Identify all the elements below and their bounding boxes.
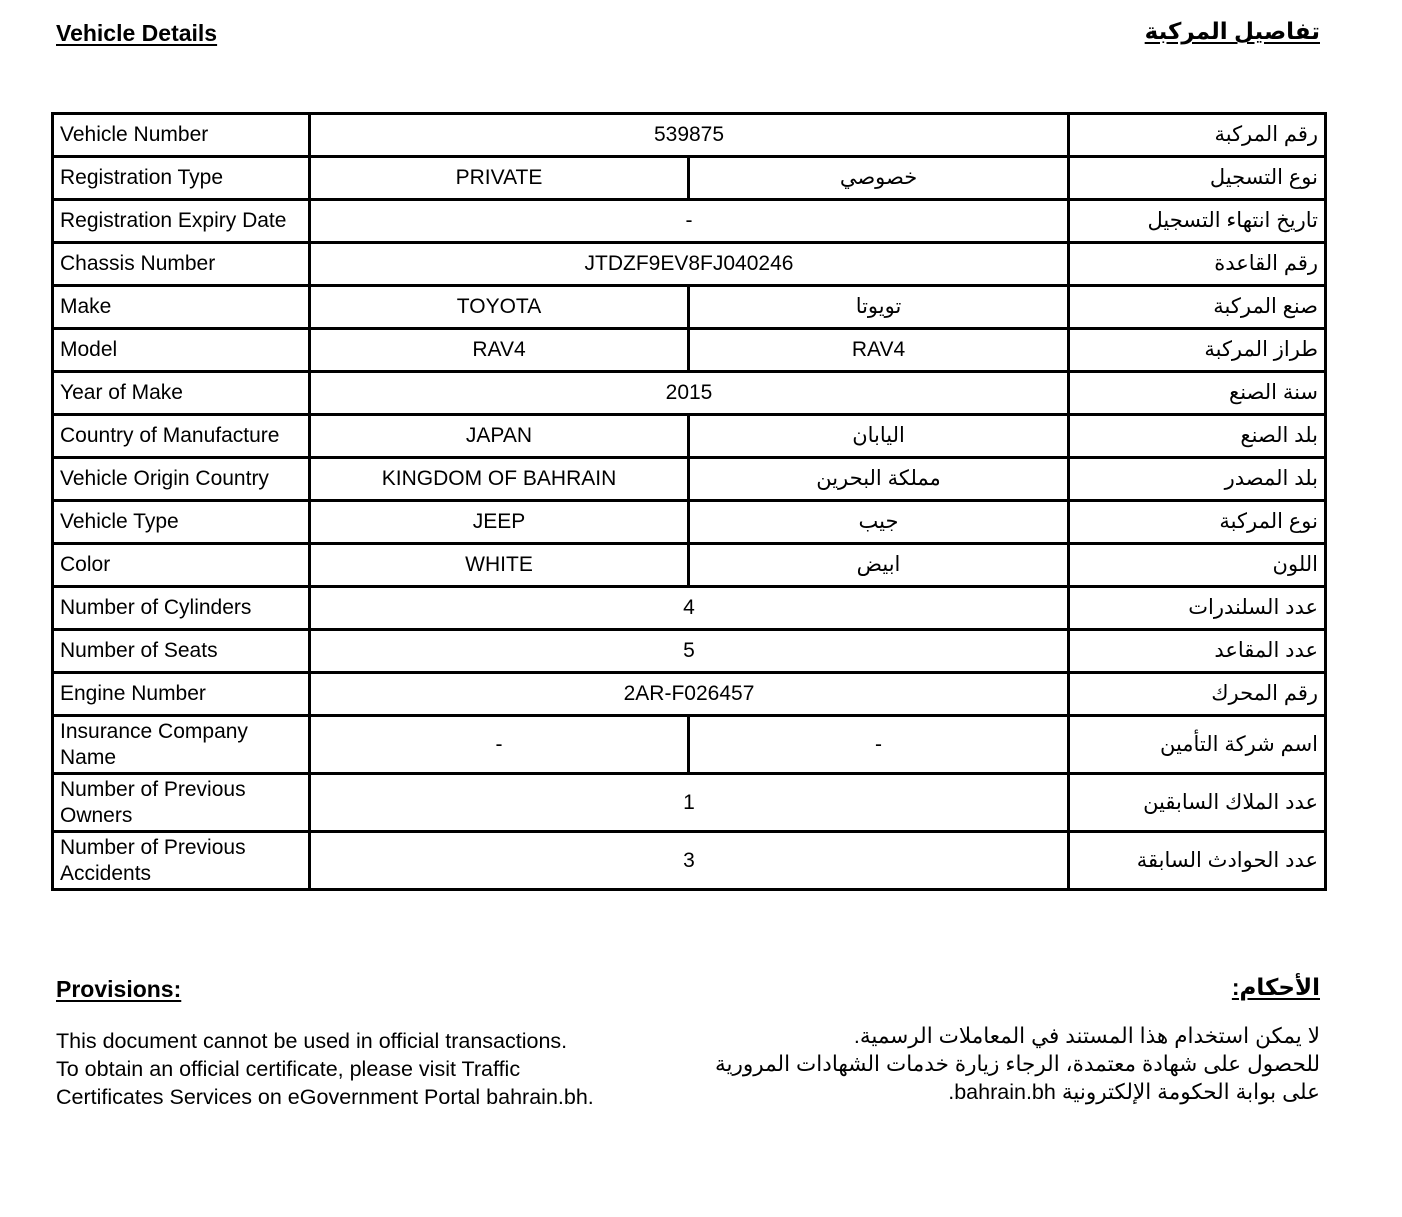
registration-type-value-arabic: خصوصي [689, 157, 1069, 200]
model-value-arabic: RAV4 [689, 329, 1069, 372]
table-row [53, 329, 1326, 372]
color-value-arabic: ابيض [689, 544, 1069, 587]
row-label-model: Model [53, 329, 310, 372]
provisions-text-arabic [680, 1022, 1320, 1106]
previous-accidents-value: 3 [310, 832, 1069, 890]
row-label-make: Make [53, 286, 310, 329]
row-label-previous-owners: Number of Previous Owners [53, 774, 310, 832]
previous-owners-value: 1 [310, 774, 1069, 832]
table-row [53, 587, 1326, 630]
provisions-title: Provisions: [56, 976, 182, 1002]
table-row [53, 673, 1326, 716]
row-label-number-of-seats: Number of Seats [53, 630, 310, 673]
table-row [53, 372, 1326, 415]
provisions-line-arabic: للحصول على شهادة معتمدة، الرجاء زيارة خدمات الشهادات المرورية [714, 1052, 1320, 1076]
chassis-number-value: JTDZF9EV8FJ040246 [310, 243, 1069, 286]
provisions-text [56, 1027, 696, 1111]
vehicle-type-value: JEEP [310, 501, 689, 544]
insurance-company-value-arabic: - [689, 716, 1069, 774]
row-label-vehicle-origin-country-arabic: بلد المصدر [1069, 458, 1326, 501]
row-label-color: Color [53, 544, 310, 587]
row-label-vehicle-origin-country: Vehicle Origin Country [53, 458, 310, 501]
table-row [53, 200, 1326, 243]
table-row [53, 157, 1326, 200]
row-label-previous-owners-arabic: عدد الملاك السابقين [1069, 774, 1326, 832]
registration-type-value: PRIVATE [310, 157, 689, 200]
row-label-previous-accidents-arabic: عدد الحوادث السابقة [1069, 832, 1326, 890]
number-of-cylinders-value: 4 [310, 587, 1069, 630]
vehicle-details-table [51, 112, 1327, 891]
vehicle-type-value-arabic: جيب [689, 501, 1069, 544]
row-label-engine-number: Engine Number [53, 673, 310, 716]
row-label-number-of-seats-arabic: عدد المقاعد [1069, 630, 1326, 673]
row-label-registration-expiry-arabic: تاريخ انتهاء التسجيل [1069, 200, 1326, 243]
provisions-line-arabic: على بوابة الحكومة الإلكترونية bahrain.bh. [948, 1080, 1320, 1104]
row-label-vehicle-number: Vehicle Number [53, 114, 310, 157]
table-row [53, 544, 1326, 587]
row-label-vehicle-number-arabic: رقم المركبة [1069, 114, 1326, 157]
row-label-chassis-number: Chassis Number [53, 243, 310, 286]
vehicle-details-title-arabic: تفاصيل المركبة [1144, 18, 1320, 44]
row-label-registration-expiry: Registration Expiry Date [53, 200, 310, 243]
country-of-manufacture-value-arabic: اليابان [689, 415, 1069, 458]
row-label-registration-type: Registration Type [53, 157, 310, 200]
row-label-year-of-make: Year of Make [53, 372, 310, 415]
provisions-line: Certificates Services on eGovernment Portal bahrain.bh. [56, 1085, 594, 1109]
row-label-previous-accidents: Number of Previous Accidents [53, 832, 310, 890]
table-row [53, 774, 1326, 832]
row-label-vehicle-type-arabic: نوع المركبة [1069, 501, 1326, 544]
row-label-chassis-number-arabic: رقم القاعدة [1069, 243, 1326, 286]
table-row [53, 832, 1326, 890]
table-row [53, 243, 1326, 286]
table-row [53, 630, 1326, 673]
color-value: WHITE [310, 544, 689, 587]
vehicle-number-value: 539875 [310, 114, 1069, 157]
vehicle-details-title: Vehicle Details [56, 20, 218, 46]
make-value-arabic: تويوتا [689, 286, 1069, 329]
row-label-insurance-company-arabic: اسم شركة التأمين [1069, 716, 1326, 774]
vehicle-origin-country-value-arabic: مملكة البحرين [689, 458, 1069, 501]
row-label-engine-number-arabic: رقم المحرك [1069, 673, 1326, 716]
row-label-color-arabic: اللون [1069, 544, 1326, 587]
row-label-number-of-cylinders-arabic: عدد السلندرات [1069, 587, 1326, 630]
table-row [53, 716, 1326, 774]
row-label-make-arabic: صنع المركبة [1069, 286, 1326, 329]
row-label-year-of-make-arabic: سنة الصنع [1069, 372, 1326, 415]
row-label-country-of-manufacture-arabic: بلد الصنع [1069, 415, 1326, 458]
insurance-company-value: - [310, 716, 689, 774]
make-value: TOYOTA [310, 286, 689, 329]
provisions-title-arabic: الأحكام: [1231, 974, 1320, 1000]
row-label-number-of-cylinders: Number of Cylinders [53, 587, 310, 630]
row-label-model-arabic: طراز المركبة [1069, 329, 1326, 372]
table-row [53, 458, 1326, 501]
vehicle-origin-country-value: KINGDOM OF BAHRAIN [310, 458, 689, 501]
year-of-make-value: 2015 [310, 372, 1069, 415]
provisions-line-arabic: لا يمكن استخدام هذا المستند في المعاملات الرسمية. [853, 1024, 1320, 1048]
row-label-country-of-manufacture: Country of Manufacture [53, 415, 310, 458]
table-row [53, 286, 1326, 329]
row-label-registration-type-arabic: نوع التسجيل [1069, 157, 1326, 200]
engine-number-value: 2AR-F026457 [310, 673, 1069, 716]
model-value: RAV4 [310, 329, 689, 372]
registration-expiry-value: - [310, 200, 1069, 243]
table-row [53, 415, 1326, 458]
row-label-insurance-company: Insurance Company Name [53, 716, 310, 774]
provisions-line: This document cannot be used in official transactions. [56, 1029, 568, 1053]
table-row [53, 501, 1326, 544]
table-row [53, 114, 1326, 157]
row-label-vehicle-type: Vehicle Type [53, 501, 310, 544]
provisions-line: To obtain an official certificate, please visit Traffic [56, 1057, 521, 1081]
country-of-manufacture-value: JAPAN [310, 415, 689, 458]
number-of-seats-value: 5 [310, 630, 1069, 673]
